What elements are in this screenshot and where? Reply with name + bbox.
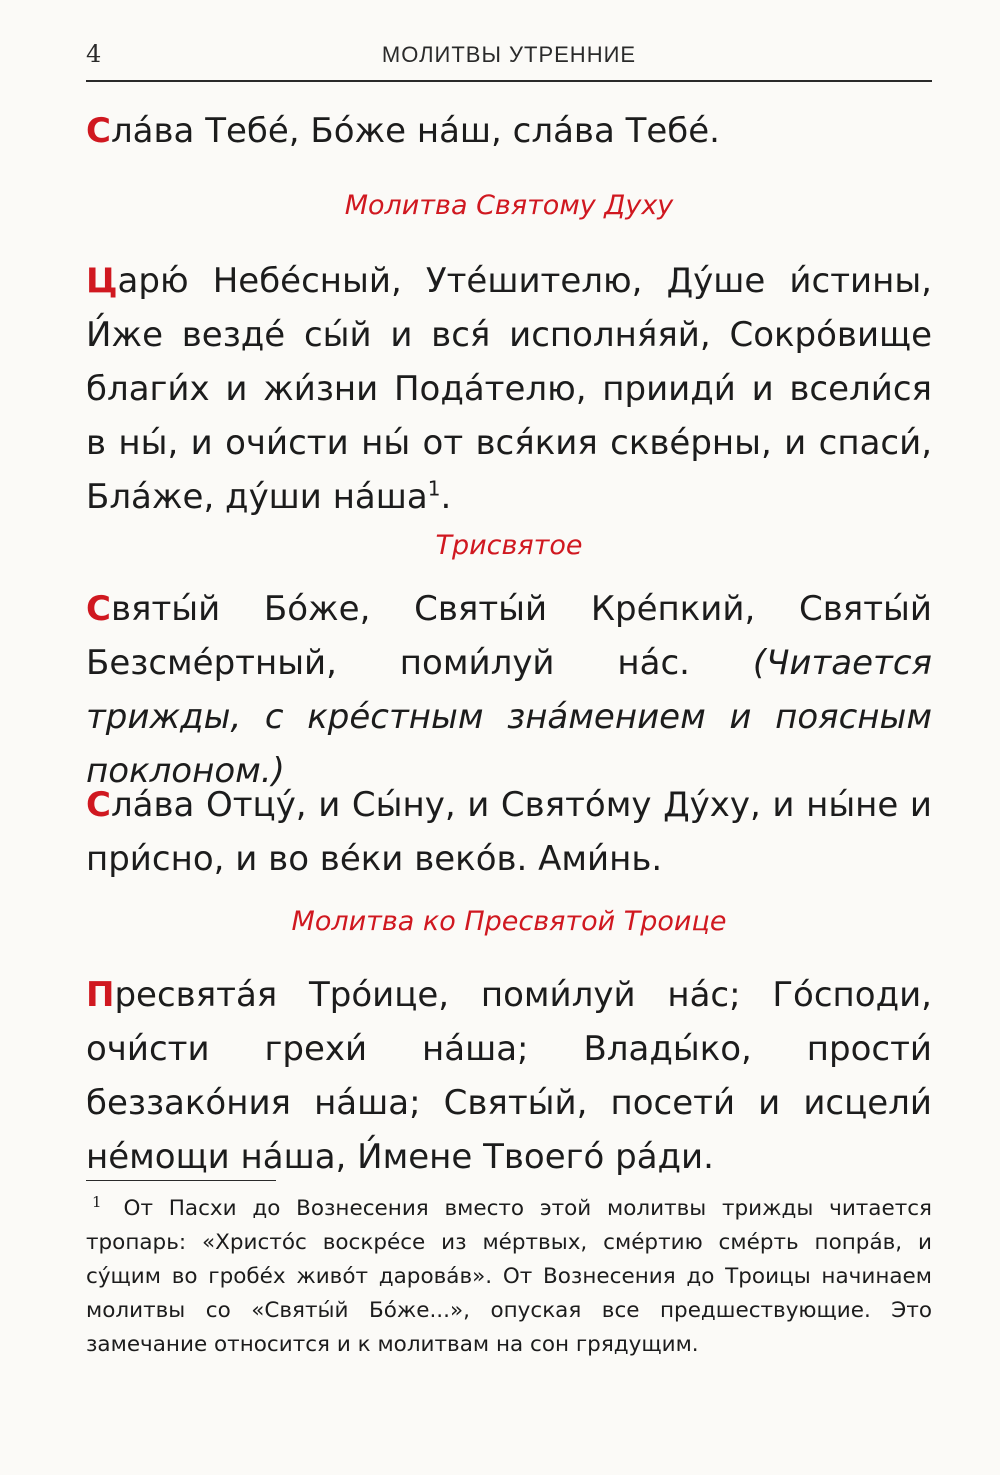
prayer-text-end: . — [440, 477, 452, 517]
section-title: Молитва ко Пресвятой Троице — [291, 906, 727, 937]
prayer-text: арю́ Небе́сный, Уте́шителю, Ду́ше и́стины, И́же везде́ сы́й и вся́ исполня́яй, Сокро́вище благи́х и жи́зни Пода́телю, прииди́ и всели́ся в ны́, и очи́сти ны́ от вся́кия скве́рны, и спаси́, Бла́же, ду́ши на́ша — [86, 261, 932, 517]
section-title: Молитва Святому Духу — [344, 190, 674, 221]
prayer-text: ресвята́я Тро́ице, поми́луй на́с; Го́споди, очи́сти грехи́ на́ша; Влады́ко, прости́ беззако́ния на́ша; Святы́й, посети́ и исцели́ не́мощи на́ша, И́мене Твоего́ ра́ди. — [86, 975, 932, 1177]
red-initial: С — [86, 111, 111, 151]
red-initial: Ц — [86, 261, 118, 301]
footnote-text: От Пасхи до Вознесения вместо этой молитвы трижды читается тропарь: «Христо́с воскре́се из ме́ртвых, сме́ртию сме́рть попра́в, и су́щим во гробе́х живо́т дарова́в». От Вознесения до Троицы начинаем молитвы со «Святы́й Бо́же...», опуская все предшествующие. Это замечание относится и к молитвам на сон грядущим. — [86, 1196, 932, 1357]
prayer-paragraph — [86, 104, 932, 158]
running-title: МОЛИТВЫ УТРЕННИЕ — [381, 42, 637, 67]
prayer-paragraph — [86, 254, 932, 524]
page-number: 4 — [86, 40, 102, 68]
prayer-text: ла́ва Отцу́, и Сы́ну, и Свято́му Ду́ху, и ны́не и при́сно, и во ве́ки веко́в. Ами́нь. — [86, 785, 932, 879]
footnote-divider — [86, 1180, 276, 1181]
red-initial: С — [86, 589, 111, 629]
section-title: Трисвятое — [435, 530, 583, 561]
page-header — [86, 36, 932, 82]
red-initial: П — [86, 975, 115, 1015]
prayer-text: ла́ва Тебе́, Бо́же на́ш, сла́ва Тебе́. — [110, 111, 720, 151]
prayer-text: вяты́й Бо́же, Святы́й Кре́пкий, Святы́й Безсме́ртный, поми́луй на́с. — [86, 589, 932, 683]
red-initial: С — [86, 785, 111, 825]
prayer-paragraph — [86, 778, 932, 886]
footnote-reference: 1 — [427, 476, 441, 501]
footnote: 1 От Пасхи до Вознесения вместо этой молитвы трижды читается тропарь: «Христо́с воскре́се из ме́ртвых, сме́ртию сме́рть попра́в, и су́щим во гробе́х живо́т дарова́в». От Вознесения до Троицы начинаем молитвы со «Святы́й Бо́же...», опуская все предшествующие. Это замечание относится и к молитвам на сон грядущим. — [86, 1192, 932, 1357]
prayer-paragraph — [86, 968, 932, 1184]
prayer-paragraph — [86, 582, 932, 798]
rubric-instruction: (Читается трижды, с кре́стным зна́мением и поясным поклоном.) — [86, 643, 932, 791]
